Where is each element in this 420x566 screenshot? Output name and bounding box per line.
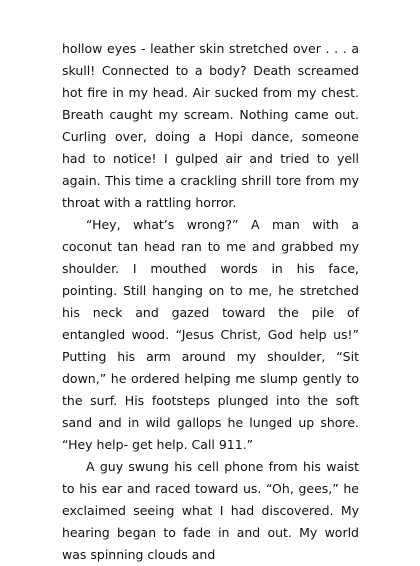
paragraph-2: “Hey, what’s wrong?” A man with a coconut tan head ran to me and grabbed my shoulder. I mouthed words in his face, pointing. Still hanging on to me, he stretched his neck and gazed toward the pile of entangled wood. “Jesus Christ, God help us!” Putting his arm around my shoulder, “Sit down,” he ordered helping me slump gently to the surf. His footsteps plunged into the soft sand and in wild gallops he lunged up shore. “Hey help- get help. Call 911.” — [62, 217, 359, 452]
body-text — [62, 38, 359, 566]
paragraph-1: hollow eyes - leather skin stretched over . . . a skull! Connected to a body? Death screamed hot fire in my head. Air sucked from my chest. Breath caught my scream. Nothing came out. Curling over, doing a Hopi dance, someone had to notice! I gulped air and tried to yell again. This time a crackling shrill tore from my throat with a rattling horror. — [62, 41, 359, 210]
paragraph-3: A guy swung his cell phone from his waist to his ear and raced toward us. “Oh, gees,” he exclaimed seeing what I had discovered. My hearing began to fade in and out. My world was spinning clouds and — [62, 459, 359, 562]
